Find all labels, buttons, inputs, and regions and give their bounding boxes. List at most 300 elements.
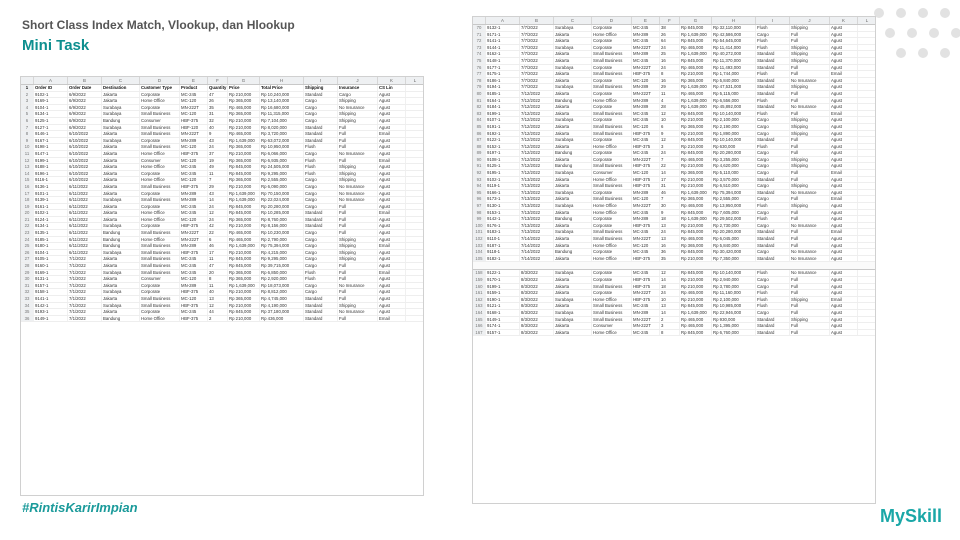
sheet-cell — [406, 256, 424, 262]
sheet-cell: MC-245 — [632, 330, 660, 336]
sheet-cell: Rp 465,000 — [680, 323, 712, 329]
sheet-cell: Quantity — [209, 85, 227, 90]
sheet-cell: Rp 210,000 — [228, 223, 260, 229]
sheet-cell: Rp 2,555,000 — [260, 177, 304, 183]
sheet-cell: 76 — [473, 65, 486, 71]
sheet-cell: Rp 465,000 — [680, 236, 712, 242]
sheet-cell: 6/11/2022 — [68, 223, 102, 229]
sheet-cell: 6/9/2022 — [68, 125, 102, 131]
sheet-cell: MN-222T — [180, 105, 208, 111]
sheet-cell — [406, 309, 424, 315]
sheet-cell: Rp 210,000 — [680, 71, 712, 77]
sheet-cell: 14 — [660, 170, 680, 176]
sheet-cell: Jakarta — [554, 131, 592, 137]
sheet-cell: Small Business — [140, 111, 180, 117]
sheet-cell: MC-245 — [632, 25, 660, 31]
sheet-cell: MN-222T — [632, 65, 660, 71]
sheet-cell: Home Office — [140, 210, 180, 216]
sheet-cell: 9104-1 — [34, 250, 68, 256]
sheet-cell: 9134-1 — [34, 111, 68, 117]
sheet-cell: Flush — [304, 276, 338, 282]
sheet-cell: Rp 845,000 — [680, 38, 712, 44]
table-row — [473, 98, 876, 105]
table-row — [473, 216, 876, 223]
sheet-cell: Rp 6,510,000 — [712, 183, 756, 189]
sheet-cell: Rp 11,160,000 — [712, 290, 756, 296]
sheet-cell: Cargo — [756, 117, 790, 123]
sheet-cell: Rp 845,000 — [680, 58, 712, 64]
decorative-dot — [907, 28, 917, 38]
sheet-cell: Full — [790, 177, 830, 183]
sheet-cell: 6/11/2022 — [68, 184, 102, 190]
sheet-cell: Jakarta — [102, 256, 140, 262]
sheet-cell: MN-222T — [632, 323, 660, 329]
sheet-cell: Small Business — [140, 303, 180, 309]
sheet-cell: 9110-1 — [486, 236, 520, 242]
sheet-cell: 9198-1 — [34, 144, 68, 150]
sheet-cell: 22 — [660, 163, 680, 169]
sheet-cell: Rp 465,000 — [228, 131, 260, 137]
sheet-cell: 7/7/2022 — [520, 25, 554, 31]
sheet-cell: 6/10/2022 — [68, 151, 102, 157]
sheet-cell: MC-245 — [632, 303, 660, 309]
sheet-cell: Email — [830, 170, 858, 176]
sheet-cell: 6/9/2022 — [68, 118, 102, 124]
sheet-cell: 92 — [473, 170, 486, 176]
sheet-cell: 7/7/2022 — [520, 38, 554, 44]
sheet-cell: 43 — [208, 138, 228, 144]
sheet-cell: 46 — [208, 243, 228, 249]
sheet-cell: 7 — [208, 177, 228, 183]
table-row — [473, 91, 876, 98]
sheet-cell: Surabaya — [102, 303, 140, 309]
sheet-cell: Shipping — [790, 58, 830, 64]
sheet-cell: 9119-1 — [486, 183, 520, 189]
column-letter — [21, 77, 34, 84]
sheet-cell: Cargo — [756, 196, 790, 202]
sheet-cell: Jakarta — [102, 98, 140, 104]
sheet-cell: Rp 465,000 — [680, 157, 712, 163]
table-row — [473, 25, 876, 32]
sheet-cell: Agust — [830, 277, 858, 283]
sheet-cell: Shipping — [338, 303, 378, 309]
sheet-cell: Surabaya — [102, 223, 140, 229]
sheet-cell: Full — [790, 229, 830, 235]
sheet-cell: 73 — [473, 45, 486, 51]
sheet-cell — [858, 71, 876, 77]
sheet-rows — [21, 85, 424, 322]
sheet-cell: Full — [338, 144, 378, 150]
sheet-cell: 7/1/2022 — [68, 276, 102, 282]
sheet-cell: Agust — [830, 98, 858, 104]
sheet-cell: Jakarta — [554, 284, 592, 290]
table-row — [21, 230, 424, 237]
sheet-cell: Home Office — [140, 316, 180, 322]
sheet-cell: Full — [338, 289, 378, 295]
sheet-cell: Rp 22,024,000 — [260, 197, 304, 203]
sheet-cell: Full — [790, 243, 830, 249]
sheet-cell: Agust — [830, 203, 858, 209]
sheet-cell: Small Business — [592, 163, 632, 169]
sheet-cell: Rp 1,639,000 — [228, 191, 260, 197]
sheet-cell: Full — [338, 263, 378, 269]
sheet-cell: 23 — [21, 230, 34, 236]
sheet-cell: Flush — [756, 38, 790, 44]
sheet-cell — [406, 283, 424, 289]
sheet-cell: 91 — [473, 163, 486, 169]
sheet-cell: 8/3/2022 — [520, 297, 554, 303]
table-row — [473, 317, 876, 324]
column-letter — [473, 17, 486, 24]
column-letter: C — [554, 17, 592, 24]
sheet-cell: 95 — [473, 190, 486, 196]
sheet-cell: 7/7/2022 — [520, 51, 554, 57]
sheet-cell: MC-245 — [632, 229, 660, 235]
sheet-cell: Rp 3,255,000 — [712, 157, 756, 163]
table-row — [21, 250, 424, 257]
sheet-cell: Jakarta — [554, 32, 592, 38]
column-letter: K — [378, 77, 406, 84]
sheet-cell: Rp 465,000 — [680, 45, 712, 51]
sheet-cell: Shipping — [338, 250, 378, 256]
sheet-cell: Email — [830, 71, 858, 77]
sheet-cell: Corporate — [592, 223, 632, 229]
sheet-cell: 16 — [660, 78, 680, 84]
sheet-cell: Rp 1,639,000 — [680, 310, 712, 316]
sheet-cell: Email — [378, 158, 406, 164]
sheet-cell: 9152-1 — [486, 144, 520, 150]
sheet-cell — [858, 150, 876, 156]
sheet-cell: Rp 11,370,000 — [712, 58, 756, 64]
sheet-cell: 7/12/2022 — [520, 144, 554, 150]
sheet-cell: MN-289 — [180, 191, 208, 197]
sheet-cell: Small Business — [592, 51, 632, 57]
sheet-cell: 4 — [21, 105, 34, 111]
sheet-cell: Rp 13,140,000 — [260, 98, 304, 104]
sheet-cell: Shipping — [790, 163, 830, 169]
sheet-cell: 8/3/2022 — [520, 270, 554, 276]
sheet-cell: Full — [790, 98, 830, 104]
sheet-cell: 166 — [473, 323, 486, 329]
table-row — [473, 243, 876, 250]
sheet-cell: Cargo — [756, 131, 790, 137]
sheet-cell: 9144-1 — [486, 45, 520, 51]
sheet-cell: Rp 7,104,000 — [260, 118, 304, 124]
sheet-cell: Jakarta — [554, 223, 592, 229]
sheet-cell: 49 — [208, 164, 228, 170]
sheet-cell — [858, 330, 876, 336]
sheet-cell: 10 — [660, 297, 680, 303]
sheet-cell: Shipping — [338, 237, 378, 243]
sheet-cell: Product — [180, 85, 208, 91]
table-row — [473, 163, 876, 170]
sheet-cell: HBF-120 — [180, 125, 208, 131]
sheet-cell: Flush — [756, 111, 790, 117]
sheet-cell: 102 — [473, 236, 486, 242]
sheet-cell — [858, 290, 876, 296]
sheet-cell: Agust — [378, 118, 406, 124]
sheet-cell: Rp 5,110,000 — [712, 170, 756, 176]
sheet-cell: Agust — [378, 177, 406, 183]
sheet-cell: 6/10/2022 — [68, 171, 102, 177]
sheet-cell: MC-120 — [632, 196, 660, 202]
sheet-cell: Agust — [830, 270, 858, 276]
sheet-cell — [858, 144, 876, 150]
sheet-cell: 13 — [660, 223, 680, 229]
sheet-cell: 30 — [21, 276, 34, 282]
sheet-cell: 40 — [208, 289, 228, 295]
sheet-cell — [858, 216, 876, 222]
sheet-cell: Small Business — [140, 197, 180, 203]
sheet-cell — [858, 317, 876, 323]
sheet-cell: Agust — [378, 151, 406, 157]
column-letter: A — [486, 17, 520, 24]
sheet-cell: 9190-1 — [486, 297, 520, 303]
sheet-cell: Agust — [830, 183, 858, 189]
sheet-cell: Rp 365,000 — [228, 217, 260, 223]
sheet-cell: 101 — [473, 229, 486, 235]
sheet-cell: Order ID — [34, 85, 68, 91]
table-row — [21, 98, 424, 105]
sheet-cell: HBF-375 — [180, 303, 208, 309]
sheet-cell: Flush — [756, 216, 790, 222]
sheet-cell: 83 — [473, 111, 486, 117]
sheet-cell: MN-222T — [180, 230, 208, 236]
sheet-cell: 9149-1 — [486, 317, 520, 323]
sheet-cell: Rp 210,000 — [228, 184, 260, 190]
sheet-cell: Rp 3,570,000 — [712, 177, 756, 183]
sheet-cell: Standard — [756, 137, 790, 143]
sheet-cell: 19 — [21, 204, 34, 210]
sheet-cell: MC-120 — [632, 243, 660, 249]
sheet-cell: Full — [338, 158, 378, 164]
sheet-cell: Rp 365,000 — [680, 170, 712, 176]
sheet-cell: Jakarta — [102, 92, 140, 98]
sheet-cell: 9 — [660, 210, 680, 216]
sheet-cell: Jakarta — [102, 283, 140, 289]
table-row — [473, 157, 876, 164]
sheet-cell: Rp 6,760,000 — [712, 330, 756, 336]
sheet-cell: Rp 9,295,000 — [260, 256, 304, 262]
sheet-cell: Surabaya — [554, 117, 592, 123]
sheet-cell: Rp 465,000 — [680, 317, 712, 323]
sheet-separator — [473, 262, 876, 270]
sheet-cell: Rp 32,110,000 — [712, 25, 756, 31]
sheet-cell: 14 — [660, 277, 680, 283]
sheet-cell: 37 — [208, 151, 228, 157]
sheet-cell — [406, 111, 424, 117]
sheet-cell: Rp 845,000 — [680, 150, 712, 156]
sheet-cell: Full — [338, 296, 378, 302]
sheet-cell: 7/1/2022 — [68, 289, 102, 295]
sheet-cell: 97 — [473, 203, 486, 209]
sheet-cell: MN-289 — [180, 138, 208, 144]
sheet-cell: Agust — [830, 317, 858, 323]
sheet-cell: 103 — [473, 243, 486, 249]
sheet-cell: Home Office — [592, 297, 632, 303]
sheet-cell: Rp 70,150,000 — [260, 191, 304, 197]
sheet-cell: 9102-1 — [34, 210, 68, 216]
sheet-cell: MN-289 — [632, 104, 660, 110]
sheet-cell: 21 — [21, 217, 34, 223]
sheet-cell: Email — [378, 270, 406, 276]
sheet-cell: Rp 2,940,000 — [712, 277, 756, 283]
sheet-cell: Rp 365,000 — [228, 158, 260, 164]
sheet-cell: Agust — [830, 310, 858, 316]
sheet-cell: Cargo — [756, 150, 790, 156]
sheet-cell: Shipping — [338, 111, 378, 117]
sheet-cell: Jakarta — [102, 217, 140, 223]
sheet-cell: Rp 436,000 — [260, 316, 304, 322]
sheet-cell: 16 — [660, 58, 680, 64]
sheet-cell: Jakarta — [102, 204, 140, 210]
sheet-cell: Shipping — [790, 297, 830, 303]
sheet-cell: Jakarta — [554, 111, 592, 117]
sheet-cell: Rp 845,000 — [680, 229, 712, 235]
sheet-cell: 9130-1 — [486, 203, 520, 209]
sheet-cell: MC-245 — [632, 137, 660, 143]
sheet-cell: Small Business — [140, 296, 180, 302]
sheet-cell: Full — [790, 216, 830, 222]
sheet-cell — [858, 177, 876, 183]
sheet-cell: 9104-1 — [34, 105, 68, 111]
sheet-cell: 24 — [660, 229, 680, 235]
sheet-cell: Rp 365,000 — [228, 111, 260, 117]
sheet-cell: Agust — [378, 184, 406, 190]
table-row — [473, 32, 876, 39]
sheet-cell: Standard — [756, 330, 790, 336]
sheet-cell: Agust — [378, 223, 406, 229]
sheet-cell: 9148-1 — [486, 58, 520, 64]
sheet-cell — [406, 243, 424, 249]
sheet-cell: 7 — [660, 196, 680, 202]
sheet-cell: Small Business — [592, 196, 632, 202]
sheet-cell: 7/14/2022 — [520, 236, 554, 242]
sheet-cell: Jakarta — [554, 78, 592, 84]
sheet-cell: 82 — [473, 104, 486, 110]
sheet-cell: 31 — [660, 183, 680, 189]
sheet-cell: 9194-1 — [486, 84, 520, 90]
sheet-cell: HBF-375 — [632, 183, 660, 189]
sheet-cell: 4 — [660, 98, 680, 104]
sheet-cell: Rp 1,639,000 — [680, 98, 712, 104]
sheet-cell: Bandung — [554, 249, 592, 255]
sheet-cell: 25 — [21, 243, 34, 249]
sheet-cell: HBF-375 — [632, 177, 660, 183]
sheet-cell: Rp 8,020,000 — [260, 125, 304, 131]
sheet-cell: Email — [830, 196, 858, 202]
sheet-cell: Rp 20,280,000 — [712, 229, 756, 235]
sheet-cell: Jakarta — [554, 177, 592, 183]
sheet-cell: Cargo — [304, 263, 338, 269]
sheet-cell: Standard — [304, 316, 338, 322]
sheet-cell — [858, 32, 876, 38]
sheet-cell: Agust — [378, 296, 406, 302]
sheet-cell: 47 — [208, 263, 228, 269]
sheet-cell: Agust — [830, 256, 858, 262]
sheet-cell: 9157-1 — [486, 330, 520, 336]
sheet-cell: Rp 210,000 — [228, 118, 260, 124]
sheet-cell: 7/12/2022 — [520, 131, 554, 137]
sheet-cell: HBF-375 — [180, 316, 208, 322]
sheet-cell: Home Office — [140, 151, 180, 157]
sheet-cell: Price — [228, 85, 260, 91]
sheet-cell: Surabaya — [554, 84, 592, 90]
sheet-cell: No Insurance — [338, 309, 378, 315]
sheet-cell: 9101-1 — [34, 191, 68, 197]
sheet-cell: Surabaya — [554, 137, 592, 143]
sheet-cell: 7/13/2022 — [520, 229, 554, 235]
sheet-cell — [406, 223, 424, 229]
sheet-cell: 2 — [208, 316, 228, 322]
sheet-cell: Agust — [378, 217, 406, 223]
sheet-cell: Agust — [830, 190, 858, 196]
sheet-cell — [406, 144, 424, 150]
sheet-cell: Rp 845,000 — [680, 249, 712, 255]
sheet-cell: 7/1/2022 — [68, 256, 102, 262]
sheet-cell: Standard — [304, 303, 338, 309]
sheet-cell: Cargo — [304, 98, 338, 104]
table-row — [21, 263, 424, 270]
sheet-cell: 78 — [473, 78, 486, 84]
sheet-cell: No Insurance — [790, 256, 830, 262]
sheet-cell: 9124-1 — [34, 217, 68, 223]
sheet-cell: Corporate — [592, 117, 632, 123]
sheet-rows — [473, 25, 876, 336]
sheet-cell: 93 — [473, 177, 486, 183]
sheet-cell: Small Business — [140, 144, 180, 150]
sheet-cell: Small Business — [592, 236, 632, 242]
sheet-cell: Rp 30,420,000 — [712, 249, 756, 255]
sheet-cell: Full — [790, 277, 830, 283]
sheet-cell: 9146-1 — [34, 131, 68, 137]
sheet-cell: Rp 16,680,000 — [260, 105, 304, 111]
sheet-cell: Full — [790, 38, 830, 44]
sheet-cell: 12 — [208, 210, 228, 216]
sheet-cell: Shipping — [790, 45, 830, 51]
table-row — [473, 270, 876, 277]
sheet-cell: Jakarta — [102, 309, 140, 315]
sheet-cell: 9 — [208, 131, 228, 137]
sheet-cell: 165 — [473, 317, 486, 323]
sheet-cell: Cargo — [756, 284, 790, 290]
sheet-cell: Cargo — [304, 283, 338, 289]
sheet-cell: Email — [830, 111, 858, 117]
sheet-cell: Agust — [378, 303, 406, 309]
sheet-cell: Surabaya — [102, 138, 140, 144]
sheet-cell: Cargo — [304, 237, 338, 243]
sheet-cell: Cargo — [304, 256, 338, 262]
sheet-cell: 7/7/2022 — [520, 45, 554, 51]
sheet-cell — [406, 171, 424, 177]
sheet-cell: 6/11/2022 — [68, 243, 102, 249]
decorative-dot — [940, 8, 950, 18]
sheet-cell: No Insurance — [790, 78, 830, 84]
sheet-cell: 99 — [473, 216, 486, 222]
sheet-cell: Rp 365,000 — [228, 177, 260, 183]
sheet-cell — [858, 84, 876, 90]
sheet-cell: 7/7/2022 — [520, 78, 554, 84]
sheet-cell: MC-120 — [632, 170, 660, 176]
sheet-cell — [858, 163, 876, 169]
sheet-cell: 27 — [21, 256, 34, 262]
table-row — [21, 158, 424, 165]
sheet-cell: Rp 845,000 — [680, 270, 712, 276]
table-row — [473, 117, 876, 124]
sheet-cell — [858, 137, 876, 143]
sheet-cell: Agust — [378, 144, 406, 150]
decorative-dot — [940, 48, 950, 58]
